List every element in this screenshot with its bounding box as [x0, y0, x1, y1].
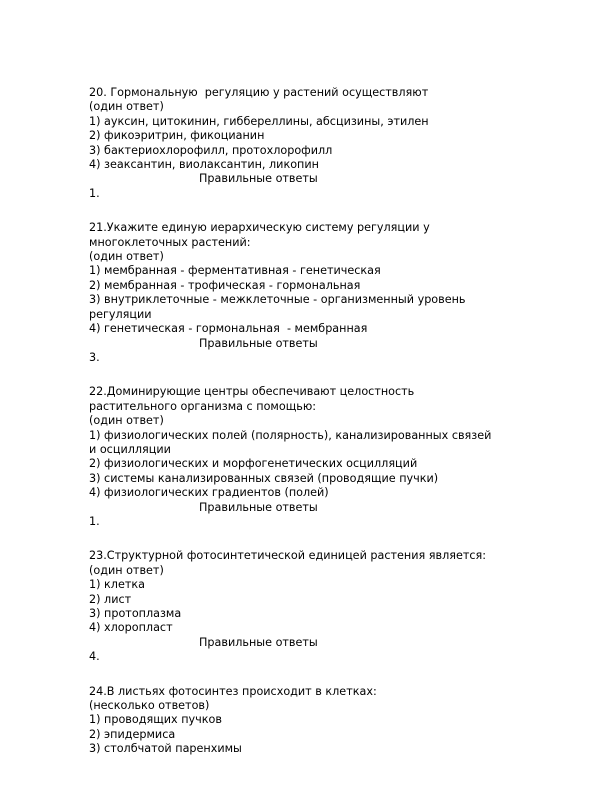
- option-2: 2) эпидермиса: [89, 727, 176, 741]
- question-title: 21.Укажите единую иерархическую систему регуляции у: [89, 221, 430, 235]
- option-1: 1) клетка: [89, 578, 145, 592]
- option-2: 2) физиологических и морфогенетических осцилляций: [89, 457, 418, 471]
- option-3-cont: регуляции: [89, 307, 152, 321]
- question-title-cont: растительного организма с помощью:: [89, 399, 317, 413]
- correct-answers-label: Правильные ответы: [199, 500, 318, 514]
- option-3: 3) внутриклеточные - межклеточные - организменный уровень: [89, 293, 466, 307]
- correct-answer: 1.: [89, 514, 100, 528]
- option-1: 1) мембранная - ферментативная - генетическая: [89, 264, 381, 278]
- question-title: 24.В листьях фотосинтез происходит в клетках:: [89, 684, 377, 698]
- option-3: 3) протоплазма: [89, 607, 182, 620]
- correct-answers-label: Правильные ответы: [199, 336, 318, 350]
- answer-mode: (один ответ): [89, 100, 164, 114]
- question-20: [89, 86, 579, 201]
- answer-mode: (один ответ): [89, 250, 164, 264]
- correct-answer: 1.: [89, 186, 100, 200]
- question-24: [89, 685, 579, 757]
- option-2: 2) фикоэритрин, фикоцианин: [89, 129, 265, 143]
- option-3: 3) бактериохлорофилл, протохлорофилл: [89, 143, 333, 157]
- question-21: [89, 221, 579, 365]
- answer-mode: (несколько ответов): [89, 699, 210, 713]
- option-4: 4) генетическая - гормональная - мембранная: [89, 322, 368, 336]
- document-page: [89, 86, 579, 777]
- option-1-cont: и осцилляции: [89, 442, 171, 456]
- option-4: 4) зеаксантин, виолаксантин, ликопин: [89, 158, 319, 172]
- correct-answer: 3.: [89, 350, 100, 364]
- question-23: [89, 549, 579, 664]
- question-title: 22.Доминирующие центры обеспечивают целостность: [89, 385, 415, 399]
- option-1: 1) ауксин, цитокинин, гиббереллины, абсцизины, этилен: [89, 114, 429, 128]
- answer-mode: (один ответ): [89, 414, 164, 428]
- option-3: 3) системы канализированных связей (проводящие пучки): [89, 471, 439, 485]
- question-22: [89, 385, 579, 529]
- correct-answer: 4.: [89, 650, 100, 664]
- option-3: 3) столбчатой паренхимы: [89, 742, 242, 756]
- option-4: 4) физиологических градиентов (полей): [89, 486, 329, 500]
- option-1: 1) физиологических полей (полярность), канализированных связей: [89, 428, 492, 442]
- option-4: 4) хлоропласт: [89, 621, 173, 635]
- correct-answers-label: Правильные ответы: [199, 172, 318, 186]
- option-2: 2) лист: [89, 592, 132, 606]
- correct-answers-label: Правильные ответы: [199, 635, 318, 649]
- question-title: 20. Гормональную регуляцию у растений осуществляют: [89, 86, 429, 99]
- option-2: 2) мембранная - трофическая - гормональная: [89, 278, 361, 292]
- question-title-cont: многоклеточных растений:: [89, 235, 251, 249]
- question-title: 23.Структурной фотосинтетической единицей растения является:: [89, 549, 487, 563]
- option-1: 1) проводящих пучков: [89, 713, 222, 727]
- answer-mode: (один ответ): [89, 563, 164, 577]
